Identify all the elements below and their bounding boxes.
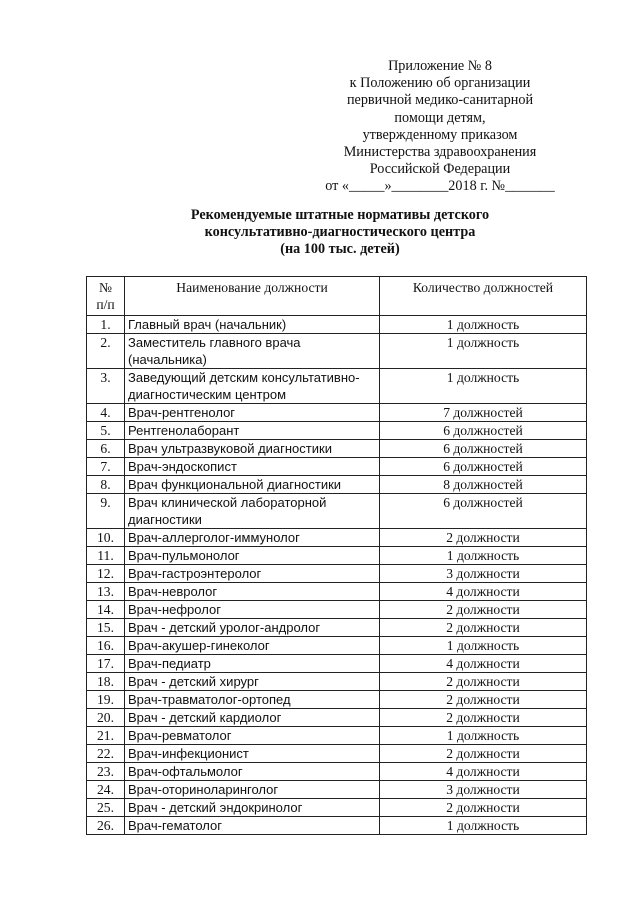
position-name: Врач-невролог bbox=[125, 583, 380, 601]
table-row bbox=[87, 673, 587, 691]
header-position-name: Наименование должности bbox=[125, 277, 380, 316]
header-position-count: Количество должностей bbox=[380, 277, 587, 316]
position-count: 2 должности bbox=[380, 709, 587, 727]
position-count: 2 должности bbox=[380, 619, 587, 637]
position-name: Врач-офтальмолог bbox=[125, 763, 380, 781]
header-number-line: № bbox=[99, 280, 112, 295]
appendix-line: Министерства здравоохранения bbox=[343, 144, 537, 161]
position-count: 1 должность bbox=[380, 817, 587, 835]
position-name: Врач - детский кардиолог bbox=[125, 709, 380, 727]
position-name: Врач функциональной диагностики bbox=[125, 476, 380, 494]
row-number: 10. bbox=[87, 529, 125, 547]
table-row bbox=[87, 316, 587, 334]
appendix-line: Приложение № 8 bbox=[388, 58, 492, 74]
position-count: 6 должностей bbox=[380, 440, 587, 458]
position-count: 2 должности bbox=[380, 529, 587, 547]
position-count: 2 должности bbox=[380, 673, 587, 691]
position-name: Врач-акушер-гинеколог bbox=[125, 637, 380, 655]
staffing-table bbox=[86, 276, 587, 835]
table-row bbox=[87, 709, 587, 727]
position-name: Врач-гастроэнтеролог bbox=[125, 565, 380, 583]
table-row bbox=[87, 619, 587, 637]
position-name: Врач - детский хирург bbox=[125, 673, 380, 691]
table-row bbox=[87, 781, 587, 799]
row-number: 16. bbox=[87, 637, 125, 655]
table-body bbox=[87, 316, 587, 835]
position-count: 1 должность bbox=[380, 637, 587, 655]
table-row bbox=[87, 404, 587, 422]
position-count: 1 должность bbox=[380, 369, 587, 404]
table-header-row bbox=[87, 277, 587, 316]
appendix-block bbox=[300, 58, 580, 196]
table-row bbox=[87, 369, 587, 404]
row-number: 20. bbox=[87, 709, 125, 727]
position-count: 1 должность bbox=[380, 727, 587, 745]
position-count: 6 должностей bbox=[380, 494, 587, 529]
position-name: Врач-пульмонолог bbox=[125, 547, 380, 565]
position-count: 4 должности bbox=[380, 583, 587, 601]
position-name: Главный врач (начальник) bbox=[125, 316, 380, 334]
position-count: 4 должности bbox=[380, 655, 587, 673]
position-name: Врач-оториноларинголог bbox=[125, 781, 380, 799]
row-number: 13. bbox=[87, 583, 125, 601]
appendix-line: от «_____»________2018 г. №_______ bbox=[325, 178, 555, 195]
row-number: 4. bbox=[87, 404, 125, 422]
row-number: 8. bbox=[87, 476, 125, 494]
position-name: Рентгенолаборант bbox=[125, 422, 380, 440]
table-row bbox=[87, 601, 587, 619]
row-number: 26. bbox=[87, 817, 125, 835]
position-name: Врач-травматолог-ортопед bbox=[125, 691, 380, 709]
position-count: 4 должности bbox=[380, 763, 587, 781]
position-name: Врач ультразвуковой диагностики bbox=[125, 440, 380, 458]
row-number: 15. bbox=[87, 619, 125, 637]
row-number: 3. bbox=[87, 369, 125, 404]
row-number: 22. bbox=[87, 745, 125, 763]
position-name: Врач клинической лабораторной диагностики bbox=[125, 494, 380, 529]
position-count: 2 должности bbox=[380, 799, 587, 817]
table-row bbox=[87, 817, 587, 835]
header-number bbox=[87, 277, 125, 316]
position-count: 1 должность bbox=[380, 316, 587, 334]
position-name: Врач - детский уролог-андролог bbox=[125, 619, 380, 637]
row-number: 9. bbox=[87, 494, 125, 529]
table-row bbox=[87, 334, 587, 369]
appendix-line: помощи детям, bbox=[394, 109, 486, 126]
row-number: 7. bbox=[87, 458, 125, 476]
table-row bbox=[87, 727, 587, 745]
table-row bbox=[87, 583, 587, 601]
row-number: 2. bbox=[87, 334, 125, 369]
table-row bbox=[87, 763, 587, 781]
position-name: Врач-нефролог bbox=[125, 601, 380, 619]
row-number: 24. bbox=[87, 781, 125, 799]
row-number: 12. bbox=[87, 565, 125, 583]
heading-line: консультативно-диагностического центра bbox=[204, 224, 476, 240]
appendix-line: утвержденному приказом bbox=[362, 126, 518, 143]
table-row bbox=[87, 529, 587, 547]
table-row bbox=[87, 476, 587, 494]
row-number: 1. bbox=[87, 316, 125, 334]
position-count: 3 должности bbox=[380, 781, 587, 799]
row-number: 21. bbox=[87, 727, 125, 745]
position-name: Врач-педиатр bbox=[125, 655, 380, 673]
appendix-line: Российской Федерации bbox=[369, 161, 511, 178]
position-name: Врач-аллерголог-иммунолог bbox=[125, 529, 380, 547]
position-count: 6 должностей bbox=[380, 458, 587, 476]
table-row bbox=[87, 547, 587, 565]
position-name: Врач-рентгенолог bbox=[125, 404, 380, 422]
position-name: Врач - детский эндокринолог bbox=[125, 799, 380, 817]
position-name: Врач-эндоскопист bbox=[125, 458, 380, 476]
row-number: 11. bbox=[87, 547, 125, 565]
table-row bbox=[87, 494, 587, 529]
row-number: 17. bbox=[87, 655, 125, 673]
table-row bbox=[87, 637, 587, 655]
row-number: 23. bbox=[87, 763, 125, 781]
position-name: Врач-гематолог bbox=[125, 817, 380, 835]
table-row bbox=[87, 799, 587, 817]
table-row bbox=[87, 691, 587, 709]
position-count: 1 должность bbox=[380, 547, 587, 565]
header-number-line: п/п bbox=[96, 297, 115, 312]
appendix-line: к Положению об организации bbox=[349, 75, 531, 92]
table-row bbox=[87, 565, 587, 583]
table-row bbox=[87, 745, 587, 763]
heading-line: (на 100 тыс. детей) bbox=[280, 241, 400, 257]
row-number: 18. bbox=[87, 673, 125, 691]
heading-line: Рекомендуемые штатные нормативы детского bbox=[190, 207, 490, 223]
position-count: 2 должности bbox=[380, 601, 587, 619]
row-number: 14. bbox=[87, 601, 125, 619]
appendix-line: первичной медико-санитарной bbox=[346, 92, 534, 109]
position-name: Заместитель главного врача (начальника) bbox=[125, 334, 380, 369]
document-heading bbox=[100, 207, 580, 258]
position-name: Врач-ревматолог bbox=[125, 727, 380, 745]
row-number: 6. bbox=[87, 440, 125, 458]
position-count: 7 должностей bbox=[380, 404, 587, 422]
position-count: 8 должностей bbox=[380, 476, 587, 494]
position-count: 2 должности bbox=[380, 691, 587, 709]
table-row bbox=[87, 458, 587, 476]
row-number: 25. bbox=[87, 799, 125, 817]
table-row bbox=[87, 422, 587, 440]
position-count: 2 должности bbox=[380, 745, 587, 763]
row-number: 5. bbox=[87, 422, 125, 440]
position-name: Врач-инфекционист bbox=[125, 745, 380, 763]
row-number: 19. bbox=[87, 691, 125, 709]
position-name: Заведующий детским консультативно-диагностическим центром bbox=[125, 369, 380, 404]
table-row bbox=[87, 440, 587, 458]
position-count: 3 должности bbox=[380, 565, 587, 583]
position-count: 1 должность bbox=[380, 334, 587, 369]
position-count: 6 должностей bbox=[380, 422, 587, 440]
table-row bbox=[87, 655, 587, 673]
